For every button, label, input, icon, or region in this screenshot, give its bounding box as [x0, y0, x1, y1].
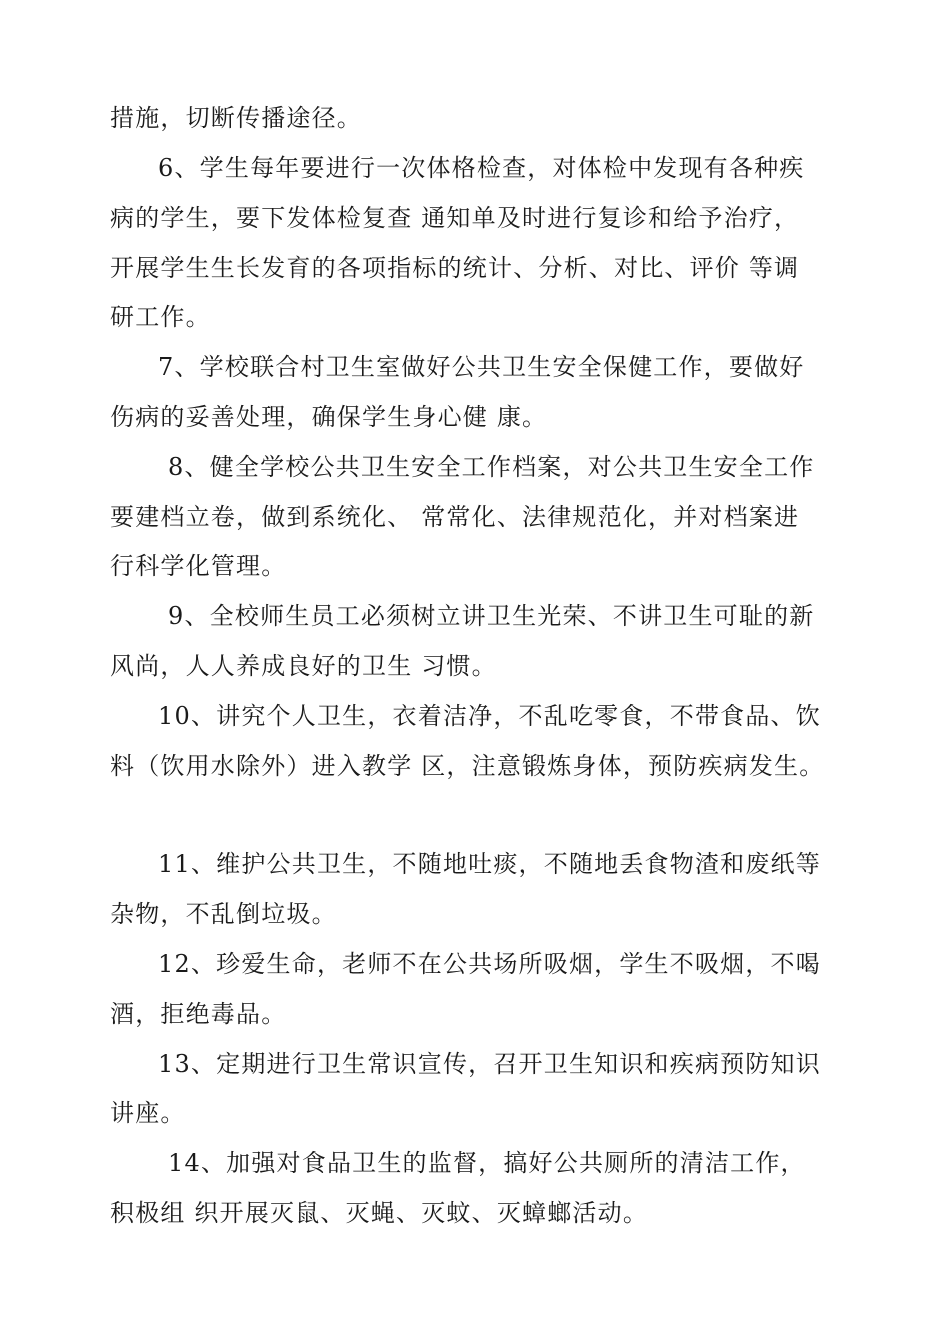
text-line: 杂物，不乱倒垃圾。	[110, 900, 337, 928]
text-line: 12、珍爱生命，老师不在公共场所吸烟，学生不吸烟，不喝	[158, 950, 821, 978]
text-line: 9、全校师生员工必须树立讲卫生光荣、不讲卫生可耻的新	[168, 602, 815, 630]
text-line: 病的学生，要下发体检复查 通知单及时进行复诊和给予治疗，	[110, 204, 800, 232]
text-line: 伤病的妥善处理，确保学生身心健 康。	[110, 403, 548, 431]
text-line: 13、定期进行卫生常识宣传，召开卫生知识和疾病预防知识	[158, 1050, 821, 1078]
text-line: 料（饮用水除外）进入教学 区，注意锻炼身体，预防疾病发生。	[110, 752, 825, 780]
text-line: 10、讲究个人卫生，衣着洁净，不乱吃零食，不带食品、饮	[158, 702, 821, 730]
text-line: 讲座。	[110, 1099, 186, 1127]
text-line: 酒，拒绝毒品。	[110, 1000, 287, 1028]
text-line: 8、健全学校公共卫生安全工作档案，对公共卫生安全工作	[168, 453, 815, 481]
text-line: 行科学化管理。	[110, 552, 287, 580]
text-line: 研工作。	[110, 303, 211, 331]
text-line: 风尚，人人养成良好的卫生 习惯。	[110, 652, 497, 680]
text-line: 11、维护公共卫生，不随地吐痰，不随地丢食物渣和废纸等	[158, 850, 821, 878]
text-line: 7、学校联合村卫生室做好公共卫生安全保健工作，要做好	[158, 353, 805, 381]
text-line: 14、加强对食品卫生的监督，搞好公共厕所的清洁工作，	[168, 1149, 806, 1177]
text-line: 要建档立卷，做到系统化、 常常化、法律规范化，并对档案进	[110, 503, 800, 531]
text-line: 积极组 织开展灭鼠、灭蝇、灭蚊、灭蟑螂活动。	[110, 1199, 649, 1227]
text-line: 6、学生每年要进行一次体格检查，对体检中发现有各种疾	[158, 154, 805, 182]
text-line: 措施，切断传播途径。	[110, 104, 362, 132]
text-line: 开展学生生长发育的各项指标的统计、分析、对比、评价 等调	[110, 254, 800, 282]
